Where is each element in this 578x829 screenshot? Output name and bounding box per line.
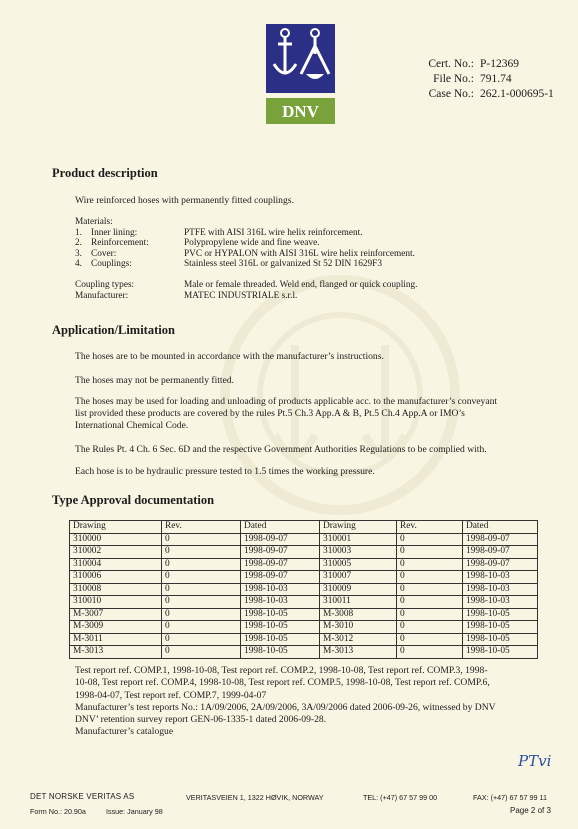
table-row (70, 608, 538, 621)
test-report-notes: Test report ref. COMP.1, 1998-10-08, Test report ref. COMP.2, 1998-10-08, Test report ref. COMP.3, 1998- 10-08, Test report ref. COMP.4, 1998-10-08, Test report ref. COMP.5, 1998-10-08, Test report ref. COMP.6, 1998-04-07, Test report ref. COMP.7, 1999-04-07 Manufacturer’s test reports No.: 1A/09/2006, 2A/09/2006, 3A/09/2006 dated 2006-09-26, witnessed by DNV DNV’ retention survey report GEN-06-1335-1 dated 2006-09-28. Manufacturer’s catalogue (75, 665, 496, 738)
table-cell: 0 (397, 608, 463, 621)
table-cell: 1998-09-07 (463, 533, 538, 546)
column-header: Rev. (162, 521, 241, 534)
material-row: 1. Inner lining: PTFE with AISI 316L wire helix reinforcement. (75, 227, 363, 238)
footer-issue: Issue: January 98 (106, 807, 163, 816)
case-no-label: Case No.: (428, 88, 474, 100)
table-cell: 1998-10-05 (241, 621, 320, 634)
table-cell: 1998-09-07 (241, 558, 320, 571)
table-cell: 0 (162, 583, 241, 596)
application-paragraph-3: The hoses may be used for loading and unloading of products applicable acc. to the manufacturer’s conveyant list provided these products are covered by the rules Pt.5 Ch.3 App.A & B, Pt.5 Ch.4 App.A or IMO’s International Chemical Code. (75, 396, 498, 431)
table-cell: 1998-09-07 (241, 571, 320, 584)
table-cell: 1998-10-03 (241, 583, 320, 596)
table-cell: 310007 (320, 571, 397, 584)
table-row (70, 571, 538, 584)
table-cell: 310003 (320, 546, 397, 559)
table-row (70, 621, 538, 634)
column-header: Dated (241, 521, 320, 534)
column-header: Dated (463, 521, 538, 534)
table-cell: 0 (162, 608, 241, 621)
table-cell: 1998-10-03 (463, 596, 538, 609)
logo-text: DNV (282, 102, 319, 121)
file-no: 791.74 (480, 73, 512, 85)
column-header: Drawing (320, 521, 397, 534)
table-cell: 0 (162, 646, 241, 659)
footer-page-number: Page 2 of 3 (510, 806, 551, 815)
table-cell: 1998-10-05 (463, 633, 538, 646)
table-cell: 0 (162, 571, 241, 584)
table-row (70, 583, 538, 596)
table-cell: 0 (397, 596, 463, 609)
coupling-types-row: Coupling types: Male or female threaded. Weld end, flanged or quick coupling. (75, 279, 418, 290)
table-row (70, 546, 538, 559)
footer-company: DET NORSKE VERITAS AS (30, 792, 135, 801)
table-cell: 1998-10-03 (241, 596, 320, 609)
table-cell: 0 (162, 633, 241, 646)
table-cell: 1998-10-05 (241, 608, 320, 621)
application-paragraph-2: The hoses may not be permanently fitted. (75, 375, 235, 386)
table-cell: M-3007 (70, 608, 162, 621)
footer-tel: TEL: (+47) 67 57 99 00 (363, 793, 438, 802)
table-cell: M-3009 (70, 621, 162, 634)
table-cell: M-3011 (70, 633, 162, 646)
table-cell: 0 (162, 546, 241, 559)
table-cell: 1998-10-05 (463, 608, 538, 621)
table-row (70, 558, 538, 571)
table-cell: 310004 (70, 558, 162, 571)
table-cell: 310001 (320, 533, 397, 546)
table-row (70, 533, 538, 546)
material-row: 3. Cover: PVC or HYPALON with AISI 316L wire helix reinforcement. (75, 248, 415, 259)
table-cell: 1998-10-05 (463, 646, 538, 659)
product-intro: Wire reinforced hoses with permanently fitted couplings. (75, 195, 294, 206)
table-cell: 1998-09-07 (241, 533, 320, 546)
table-cell: 1998-09-07 (463, 558, 538, 571)
table-cell: M-3013 (70, 646, 162, 659)
cert-no-label: Cert. No.: (428, 58, 474, 70)
product-description-heading: Product description (52, 166, 158, 180)
table-cell: 310006 (70, 571, 162, 584)
table-cell: 1998-09-07 (241, 546, 320, 559)
table-cell: 0 (397, 558, 463, 571)
application-paragraph-5: Each hose is to be hydraulic pressure tested to 1.5 times the working pressure. (75, 466, 375, 477)
table-cell: 1998-10-05 (241, 633, 320, 646)
table-header-row (70, 521, 538, 534)
column-header: Rev. (397, 521, 463, 534)
footer-address: VERITASVEIEN 1, 1322 HØVIK, NORWAY (186, 793, 324, 802)
file-no-label: File No.: (433, 73, 474, 85)
material-row: 4. Couplings: Stainless steel 316L or galvanized St 52 DIN 1629F3 (75, 259, 382, 270)
cert-no: P-12369 (480, 58, 519, 70)
application-paragraph-1: The hoses are to be mounted in accordance with the manufacturer’s instructions. (75, 351, 384, 362)
table-cell: M-3008 (320, 608, 397, 621)
table-cell: 0 (397, 583, 463, 596)
table-cell: 310009 (320, 583, 397, 596)
materials-list (75, 217, 417, 301)
table-cell: 0 (162, 621, 241, 634)
table-cell: 0 (397, 633, 463, 646)
case-no: 262.1-000695-1 (480, 88, 554, 100)
table-cell: 310002 (70, 546, 162, 559)
table-cell: 1998-10-05 (241, 646, 320, 659)
footer-form-no: Form No.: 20.90a (30, 807, 86, 816)
material-row: 2. Reinforcement: Polypropylene wide and fine weave. (75, 238, 320, 249)
table-cell: 0 (397, 571, 463, 584)
footer-fax: FAX: (+47) 67 57 99 11 (473, 793, 547, 802)
table-row (70, 633, 538, 646)
manufacturer-row: Manufacturer: MATEC INDUSTRIALE s.r.l. (75, 290, 298, 301)
table-cell: M-3013 (320, 646, 397, 659)
table-cell: 0 (162, 533, 241, 546)
table-row (70, 596, 538, 609)
materials-label: Materials: (75, 217, 113, 227)
application-heading: Application/Limitation (52, 323, 175, 337)
table-cell: 1998-09-07 (463, 546, 538, 559)
column-header: Drawing (70, 521, 162, 534)
certificate-numbers (404, 57, 554, 102)
table-cell: M-3010 (320, 621, 397, 634)
table-row (70, 646, 538, 659)
table-cell: 0 (397, 546, 463, 559)
table-cell: 0 (162, 558, 241, 571)
table-cell: 0 (397, 533, 463, 546)
table-cell: 0 (397, 646, 463, 659)
table-cell: 1998-10-03 (463, 571, 538, 584)
application-paragraph-4: The Rules Pt. 4 Ch. 6 Sec. 6D and the respective Government Authorities Regulations to be complied with. (75, 444, 487, 455)
table-cell: 310005 (320, 558, 397, 571)
table-cell: 1998-10-05 (463, 621, 538, 634)
dnv-logo (266, 24, 335, 124)
table-cell: 310008 (70, 583, 162, 596)
table-cell: 0 (162, 596, 241, 609)
type-approval-heading: Type Approval documentation (52, 493, 215, 507)
table-cell: M-3012 (320, 633, 397, 646)
table-cell: 310010 (70, 596, 162, 609)
drawings-table (69, 520, 538, 659)
table-cell: 310000 (70, 533, 162, 546)
handwritten-initials: PTvi (518, 752, 552, 770)
table-cell: 0 (397, 621, 463, 634)
table-cell: 1998-10-03 (463, 583, 538, 596)
table-cell: 310011 (320, 596, 397, 609)
